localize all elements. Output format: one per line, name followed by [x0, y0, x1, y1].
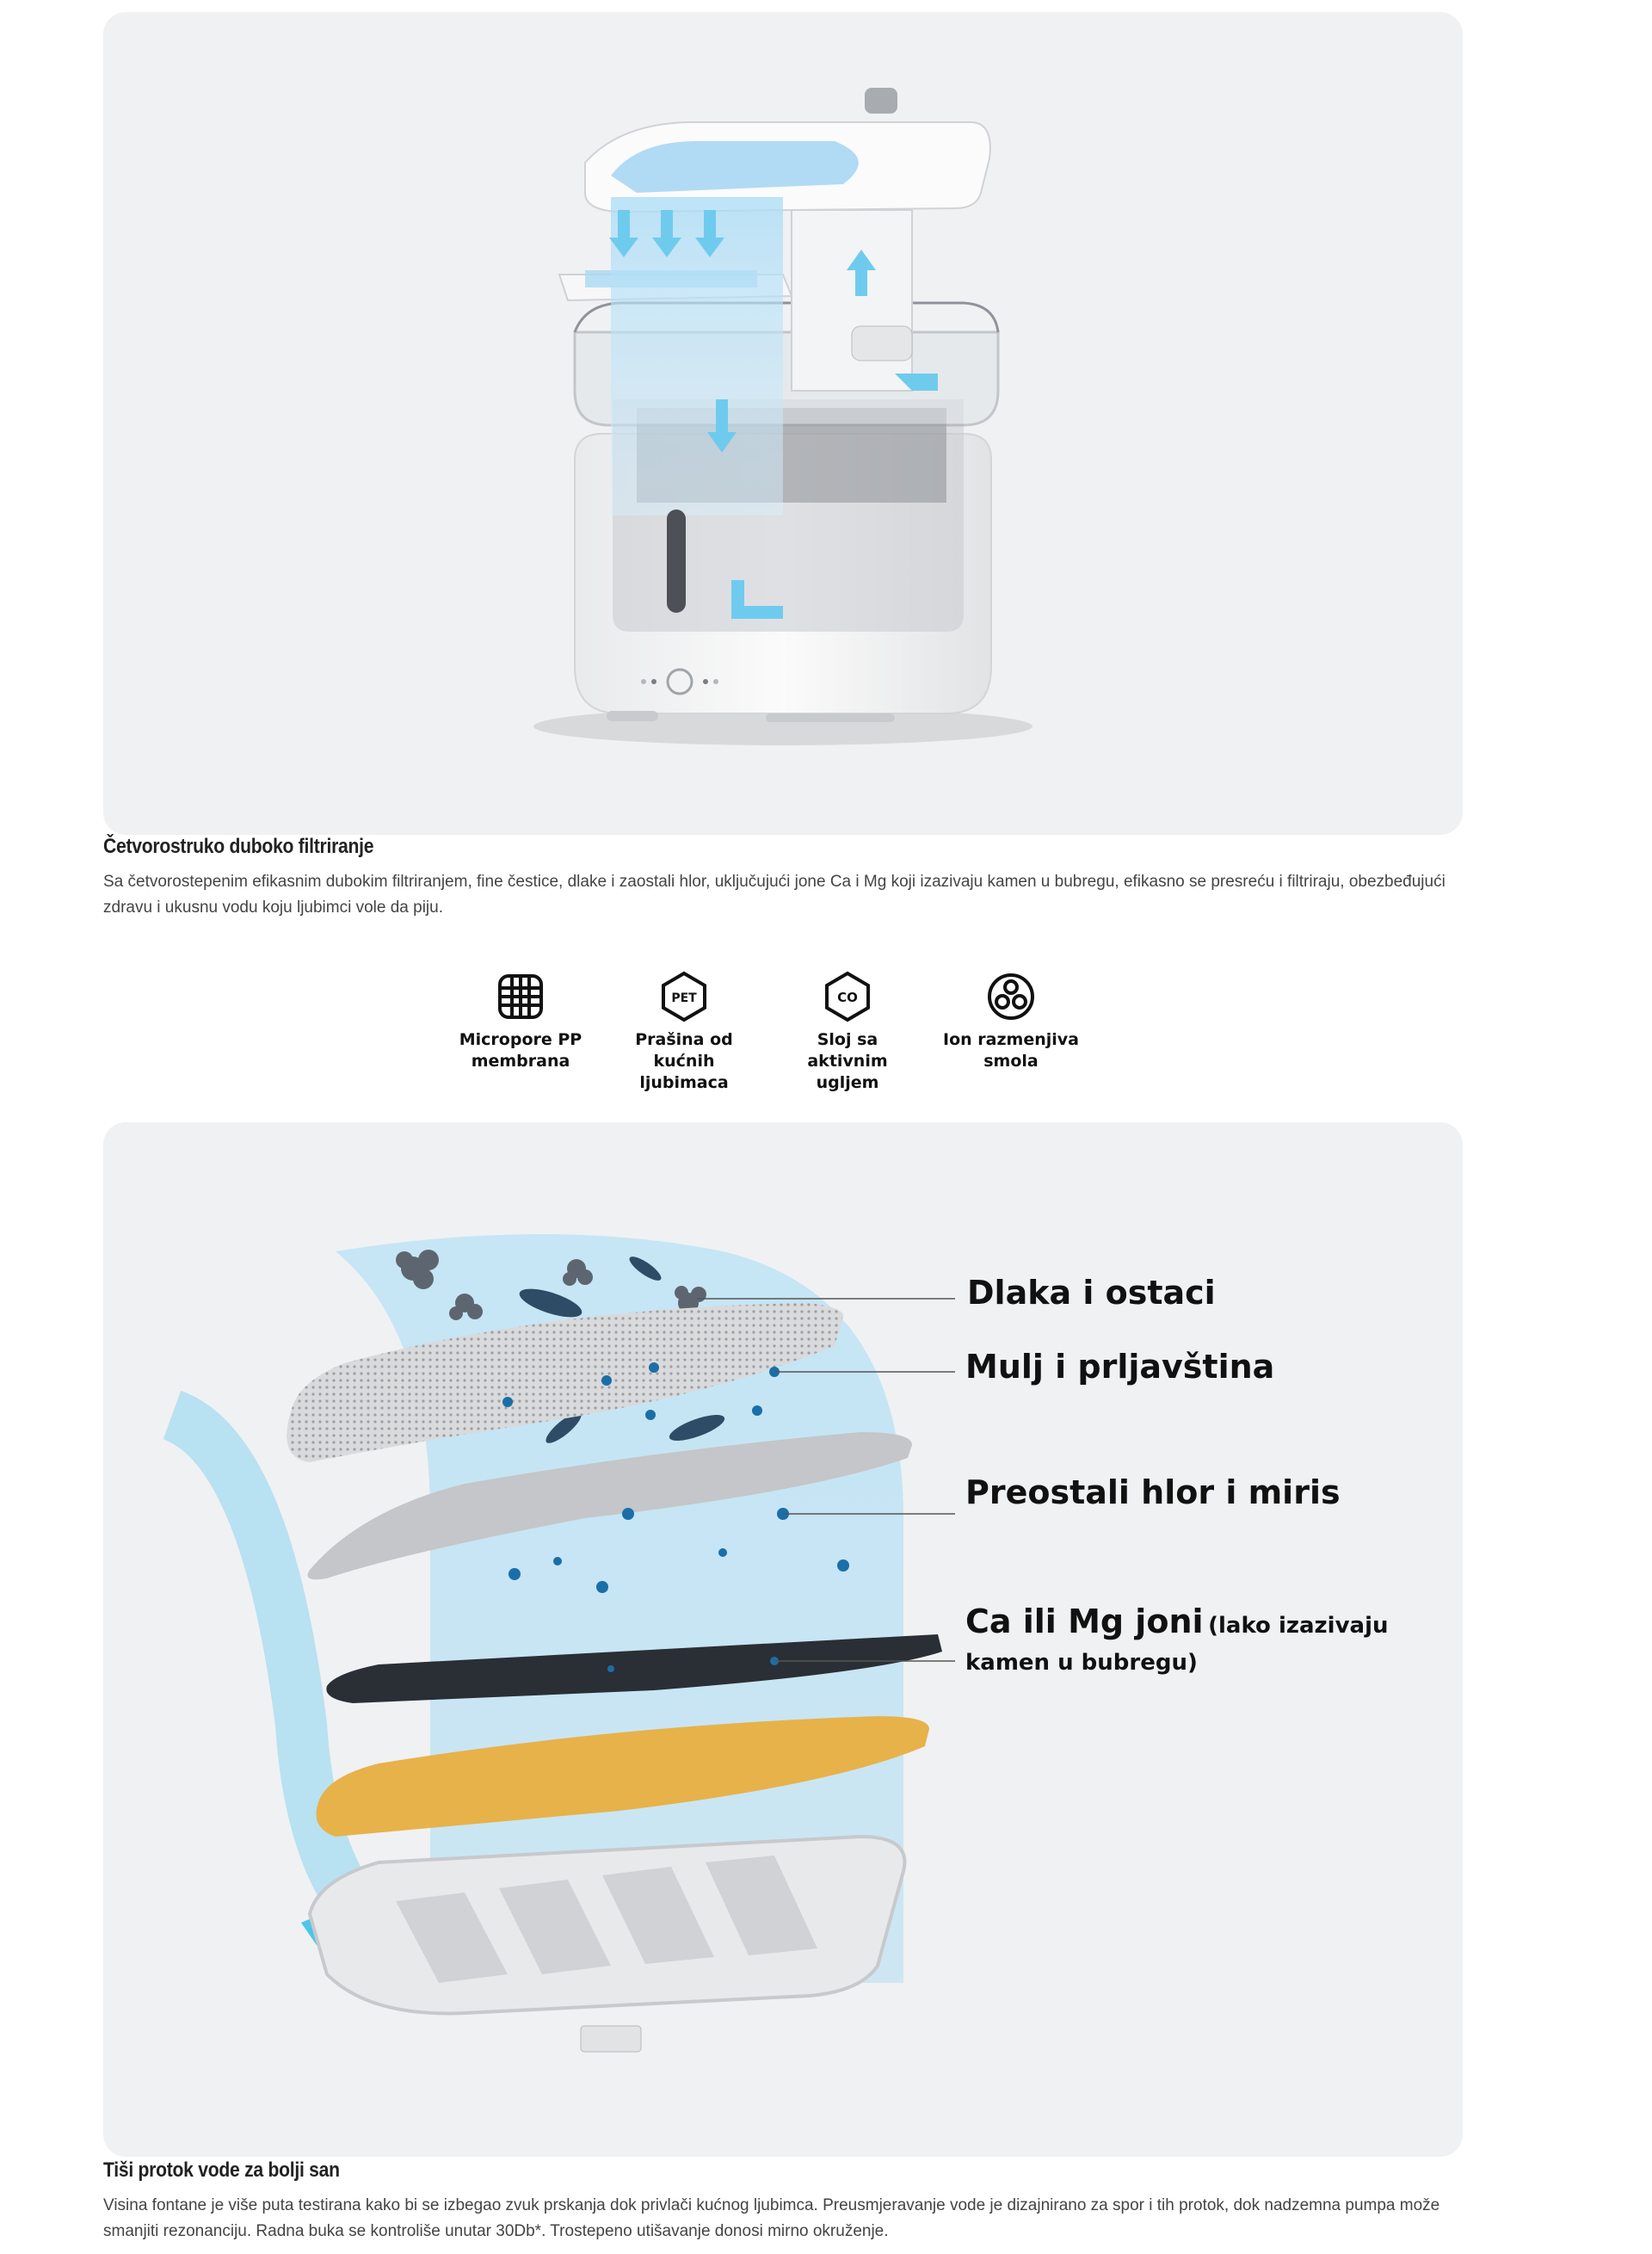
bottom-tray	[310, 1837, 904, 2013]
filter-label: Micropore PP membrana	[459, 1030, 583, 1071]
ion-resin-icon	[985, 971, 1037, 1022]
filter-label: Prašina od kućnih ljubimaca	[635, 1030, 733, 1092]
callout-note: (lako izazivaju kamen u bubregu)	[965, 1613, 1389, 1676]
fountain-illustration	[103, 12, 1463, 835]
callout-ca-mg-ions	[965, 1604, 1413, 1683]
filter-icons-row	[447, 971, 1101, 1108]
co-badge: CO	[837, 990, 858, 1005]
section-description-filtration: Sa četvorostepenim efikasnim dubokim filtriranjem, fine čestice, dlake i zaostali hlor, uključujući jone Ca i Mg koji izazivaju kamen u bubregu, efikasno se presreću i filtriraju, obezbeđujući zdravu i ukusnu vodu koju ljubimci vole da piju.	[103, 873, 1446, 917]
grid-membrane-icon	[495, 971, 546, 1022]
callout-chlorine-odor	[965, 1473, 1341, 1511]
filter-icon-item	[611, 971, 757, 1094]
callout-text: Mulj i prljavština	[965, 1348, 1275, 1386]
filter-icon-item	[938, 971, 1084, 1072]
filter-icon-item	[774, 971, 921, 1094]
filter-layers-panel	[103, 1122, 1463, 2157]
co-hexagon-icon	[822, 971, 873, 1022]
flow-arrow	[172, 1415, 361, 1914]
filter-label: Sloj sa aktivnim ugljem	[807, 1030, 888, 1092]
filter-label: Ion razmenjiva smola	[943, 1030, 1079, 1071]
pet-badge: PET	[671, 991, 697, 1005]
pet-hexagon-icon	[658, 971, 710, 1022]
callout-text: Preostali hlor i miris	[965, 1473, 1341, 1511]
callout-silt-dirt	[965, 1348, 1274, 1386]
section-title-quiet-flow: Tiši protok vode za bolji san	[103, 2158, 340, 2182]
filter-icon-item	[447, 971, 594, 1072]
callout-hair-debris	[967, 1274, 1216, 1312]
tray-clip	[581, 2026, 641, 2052]
callout-text: Dlaka i ostaci	[967, 1274, 1216, 1312]
section-title-filtration: Četvorostruko duboko filtriranje	[103, 835, 374, 858]
section-description-quiet-flow: Visina fontane je više puta testirana kako bi se izbegao zvuk prskanja dok privlači kućnog ljubimca. Preusmjeravanje vode je dizajnirano za spor i tih protok, dok nadzemna pumpa može smanjiti rezonanciju. Radna buka se kontroliše unutar 30Db*. Trostepeno utišavanje donosi mirno okruženje.	[103, 2196, 1440, 2240]
fountain-image-panel	[103, 12, 1463, 835]
callout-text: Ca ili Mg joni	[965, 1603, 1204, 1640]
